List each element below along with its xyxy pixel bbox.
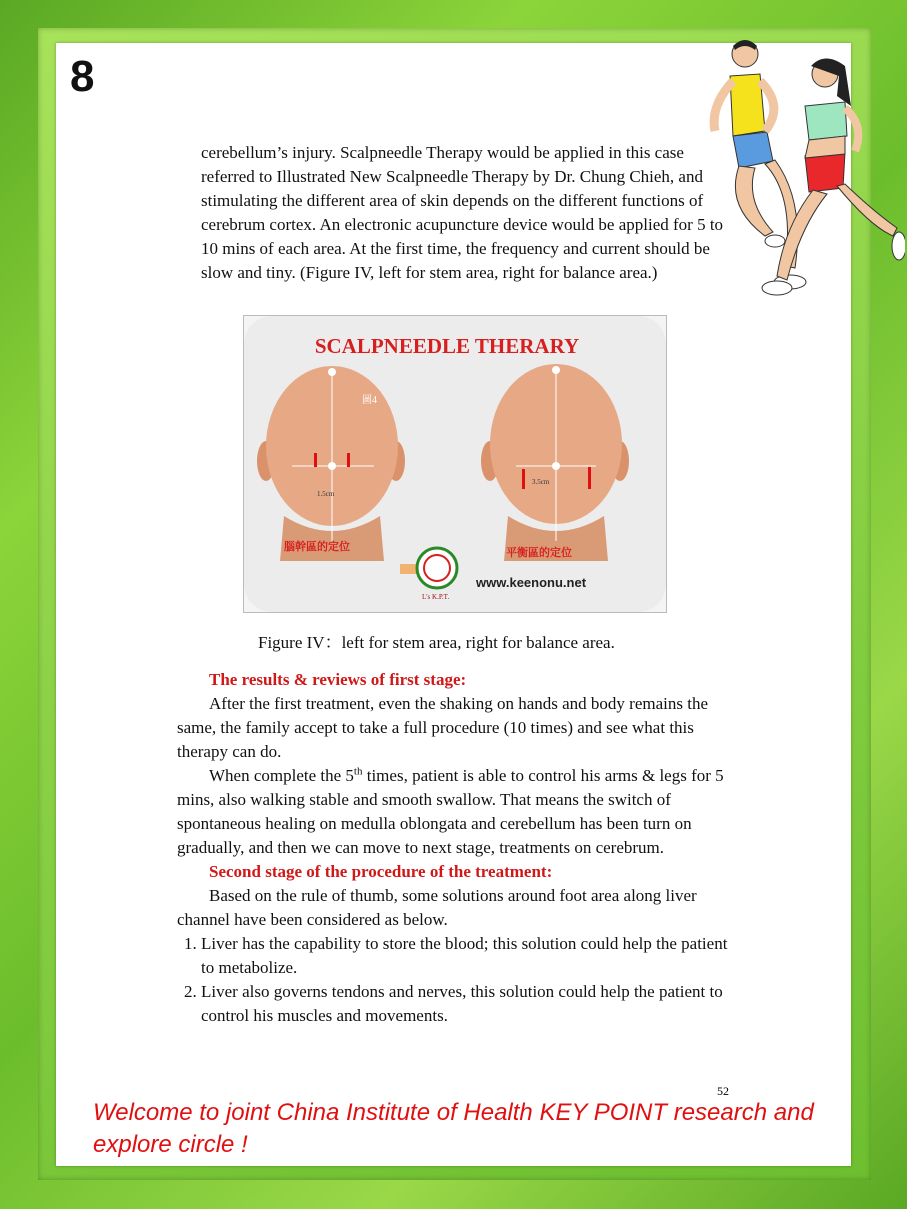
results-paragraph-1: After the first treatment, even the shaking on hands and body remains the same, the family accept to take a full procedure (10 times) and see what this therapy can do. [177, 694, 708, 761]
left-area-label: 腦幹區的定位 [284, 541, 350, 553]
results-paragraph-2 [177, 764, 737, 860]
left-measure: 1.5cm [317, 490, 335, 498]
list-item: 1. Liver has the capability to store the blood; this solution could help the patient to metabolize. [201, 932, 737, 980]
second-stage-heading: Second stage of the procedure of the treatment: [209, 862, 553, 881]
list-item: 2. Liver also governs tendons and nerves, this solution could help the patient to control his muscles and movements. [201, 980, 737, 1028]
results-p2-post: times, patient is able to control his arms & legs for 5 mins, also walking stable and smooth swallow. That means the switch of spontaneous healing on medulla oblongata and cerebellum has been turn on gradually, and then we can move to next stage, treatments on cerebrum. [177, 766, 724, 857]
page-number-badge: 8 [70, 52, 95, 101]
figure-website: www.keenonu.net [476, 575, 587, 590]
second-stage-paragraph: Based on the rule of thumb, some solutions around foot area along liver channel have been considered as below. [177, 886, 697, 929]
scalpneedle-illustration [244, 316, 666, 612]
scalpneedle-figure [243, 315, 667, 613]
figure-label: 圖4 [362, 395, 377, 406]
right-area-label: 平衡區的定位 [506, 547, 572, 559]
page-footer-number: 52 [717, 1084, 729, 1098]
figure-caption: Figure IV：left for stem area, right for balance area. [258, 633, 615, 652]
results-heading: The results & reviews of first stage: [209, 670, 467, 689]
intro-paragraph: cerebellum’s injury. Scalpneedle Therapy would be applied in this case referred to Illustrated New Scalpneedle Therapy by Dr. Chung Chieh, and stimulating the different area of skin depends on the different functions of cerebrum cortex. An electronic acupuncture device would be applied for 5 to 10 mins of each area. At the first time, the frequency and current should be slow and tiny. (Figure IV, left for stem area, right for balance area.) [201, 143, 724, 282]
solutions-list [177, 932, 737, 1028]
logo-text: L's K.P.T. [422, 593, 450, 601]
results-p2-sup: th [353, 765, 363, 778]
figure-title: SCALPNEEDLE THERARY [314, 334, 580, 358]
welcome-banner: Welcome to joint China Institute of Health KEY POINT research and explore circle ! [93, 1099, 814, 1158]
body-text [177, 668, 737, 1028]
results-p2-pre: When complete the 5 [209, 766, 354, 785]
right-measure: 3.5cm [532, 478, 550, 486]
